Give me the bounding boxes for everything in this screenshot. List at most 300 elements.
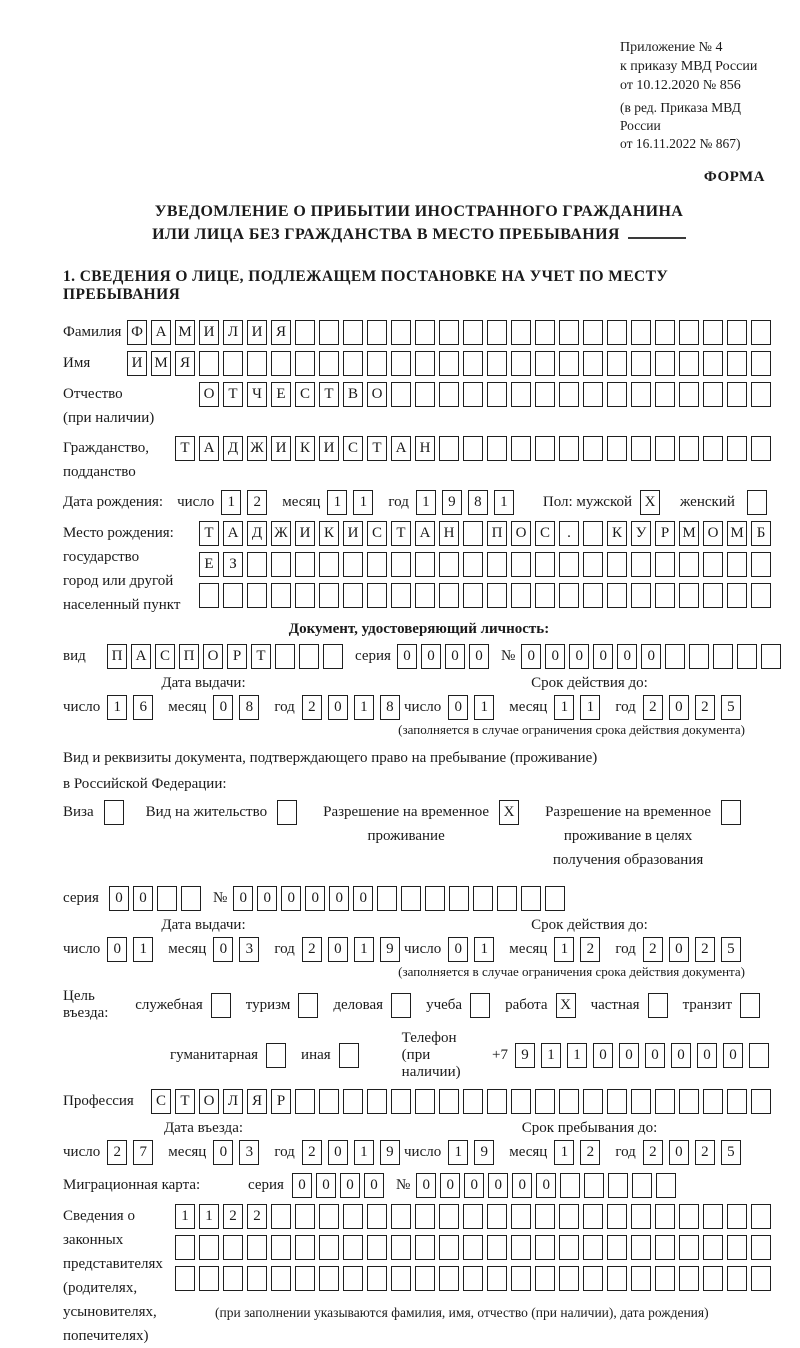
char-cell[interactable] xyxy=(343,1204,363,1229)
char-cell[interactable]: 2 xyxy=(247,490,267,515)
checkbox-cell[interactable]: X xyxy=(640,490,660,515)
char-cell[interactable]: И xyxy=(295,521,315,546)
char-cell[interactable] xyxy=(511,552,531,577)
char-cell[interactable] xyxy=(247,1235,267,1260)
char-cell[interactable] xyxy=(295,552,315,577)
char-cell[interactable]: Д xyxy=(223,436,243,461)
char-cell[interactable]: И xyxy=(271,436,291,461)
char-cell[interactable] xyxy=(727,1204,747,1229)
char-cell[interactable]: 1 xyxy=(580,695,600,720)
char-cell[interactable]: Я xyxy=(271,320,291,345)
char-cell[interactable] xyxy=(271,351,291,376)
char-cell[interactable]: Т xyxy=(367,436,387,461)
char-cell[interactable] xyxy=(343,552,363,577)
char-cell[interactable]: 1 xyxy=(448,1140,468,1165)
char-cell[interactable] xyxy=(584,1173,604,1198)
char-cell[interactable]: 0 xyxy=(641,644,661,669)
char-cell[interactable] xyxy=(377,886,397,911)
char-cell[interactable] xyxy=(247,552,267,577)
char-cell[interactable] xyxy=(487,382,507,407)
char-cell[interactable] xyxy=(751,1089,771,1114)
char-cell[interactable]: 1 xyxy=(554,937,574,962)
char-cell[interactable]: 0 xyxy=(469,644,489,669)
char-cell[interactable]: М xyxy=(151,351,171,376)
char-cell[interactable] xyxy=(319,351,339,376)
char-cell[interactable] xyxy=(679,351,699,376)
char-cell[interactable] xyxy=(199,1235,219,1260)
char-cell[interactable] xyxy=(199,583,219,608)
char-cell[interactable]: Ж xyxy=(271,521,291,546)
char-cell[interactable] xyxy=(247,583,267,608)
char-cell[interactable] xyxy=(449,886,469,911)
char-cell[interactable]: А xyxy=(199,436,219,461)
char-cell[interactable] xyxy=(319,1089,339,1114)
char-cell[interactable] xyxy=(727,1235,747,1260)
char-cell[interactable] xyxy=(703,436,723,461)
char-cell[interactable] xyxy=(583,351,603,376)
char-cell[interactable] xyxy=(535,1235,555,1260)
char-cell[interactable] xyxy=(631,1235,651,1260)
char-cell[interactable] xyxy=(727,320,747,345)
char-cell[interactable] xyxy=(439,552,459,577)
checkbox-cell[interactable] xyxy=(266,1043,286,1068)
char-cell[interactable] xyxy=(391,1266,411,1291)
char-cell[interactable]: 3 xyxy=(239,1140,259,1165)
char-cell[interactable] xyxy=(737,644,757,669)
char-cell[interactable]: 0 xyxy=(397,644,417,669)
char-cell[interactable]: З xyxy=(223,552,243,577)
char-cell[interactable] xyxy=(175,1266,195,1291)
char-cell[interactable]: М xyxy=(175,320,195,345)
char-cell[interactable]: 3 xyxy=(239,937,259,962)
char-cell[interactable] xyxy=(511,436,531,461)
char-cell[interactable] xyxy=(463,382,483,407)
char-cell[interactable]: Л xyxy=(223,320,243,345)
char-cell[interactable] xyxy=(751,1204,771,1229)
char-cell[interactable] xyxy=(391,320,411,345)
char-cell[interactable]: 0 xyxy=(448,695,468,720)
char-cell[interactable]: 8 xyxy=(380,695,400,720)
char-cell[interactable]: О xyxy=(703,521,723,546)
char-cell[interactable] xyxy=(559,1266,579,1291)
char-cell[interactable]: И xyxy=(127,351,147,376)
char-cell[interactable] xyxy=(583,382,603,407)
char-cell[interactable] xyxy=(415,1204,435,1229)
char-cell[interactable]: П xyxy=(107,644,127,669)
char-cell[interactable] xyxy=(463,552,483,577)
char-cell[interactable]: К xyxy=(607,521,627,546)
char-cell[interactable] xyxy=(463,436,483,461)
char-cell[interactable]: 1 xyxy=(494,490,514,515)
checkbox-cell[interactable]: X xyxy=(556,993,576,1018)
char-cell[interactable]: 0 xyxy=(488,1173,508,1198)
char-cell[interactable]: 0 xyxy=(723,1043,743,1068)
char-cell[interactable]: 1 xyxy=(199,1204,219,1229)
char-cell[interactable]: 1 xyxy=(474,937,494,962)
char-cell[interactable] xyxy=(703,1089,723,1114)
char-cell[interactable] xyxy=(271,1266,291,1291)
char-cell[interactable] xyxy=(247,351,267,376)
char-cell[interactable]: С xyxy=(535,521,555,546)
char-cell[interactable]: 2 xyxy=(695,937,715,962)
char-cell[interactable] xyxy=(367,583,387,608)
char-cell[interactable]: 0 xyxy=(329,886,349,911)
char-cell[interactable]: 0 xyxy=(364,1173,384,1198)
char-cell[interactable]: 0 xyxy=(109,886,129,911)
char-cell[interactable]: Р xyxy=(227,644,247,669)
char-cell[interactable] xyxy=(295,1089,315,1114)
char-cell[interactable] xyxy=(487,351,507,376)
char-cell[interactable] xyxy=(607,1235,627,1260)
char-cell[interactable]: 1 xyxy=(554,1140,574,1165)
char-cell[interactable] xyxy=(679,320,699,345)
char-cell[interactable] xyxy=(415,1089,435,1114)
char-cell[interactable] xyxy=(631,1266,651,1291)
char-cell[interactable] xyxy=(439,382,459,407)
char-cell[interactable]: Н xyxy=(415,436,435,461)
char-cell[interactable] xyxy=(559,1235,579,1260)
checkbox-cell[interactable] xyxy=(747,490,767,515)
char-cell[interactable] xyxy=(463,521,483,546)
char-cell[interactable] xyxy=(487,1089,507,1114)
checkbox-cell[interactable]: X xyxy=(499,800,519,825)
char-cell[interactable]: 0 xyxy=(536,1173,556,1198)
char-cell[interactable] xyxy=(751,382,771,407)
char-cell[interactable]: И xyxy=(247,320,267,345)
char-cell[interactable] xyxy=(463,1089,483,1114)
char-cell[interactable] xyxy=(223,1235,243,1260)
char-cell[interactable] xyxy=(391,1204,411,1229)
char-cell[interactable] xyxy=(607,1204,627,1229)
char-cell[interactable] xyxy=(391,1089,411,1114)
char-cell[interactable] xyxy=(497,886,517,911)
char-cell[interactable]: 2 xyxy=(302,1140,322,1165)
char-cell[interactable] xyxy=(415,351,435,376)
char-cell[interactable] xyxy=(607,351,627,376)
char-cell[interactable] xyxy=(323,644,343,669)
char-cell[interactable]: Т xyxy=(251,644,271,669)
char-cell[interactable] xyxy=(439,583,459,608)
char-cell[interactable] xyxy=(343,1235,363,1260)
char-cell[interactable] xyxy=(583,436,603,461)
char-cell[interactable] xyxy=(391,583,411,608)
char-cell[interactable] xyxy=(703,1235,723,1260)
char-cell[interactable] xyxy=(679,1235,699,1260)
char-cell[interactable]: И xyxy=(343,521,363,546)
char-cell[interactable] xyxy=(535,320,555,345)
char-cell[interactable] xyxy=(655,552,675,577)
char-cell[interactable] xyxy=(295,1235,315,1260)
char-cell[interactable]: 0 xyxy=(340,1173,360,1198)
char-cell[interactable] xyxy=(271,1235,291,1260)
char-cell[interactable] xyxy=(583,583,603,608)
char-cell[interactable] xyxy=(319,552,339,577)
char-cell[interactable] xyxy=(535,382,555,407)
char-cell[interactable] xyxy=(487,583,507,608)
char-cell[interactable]: О xyxy=(203,644,223,669)
char-cell[interactable] xyxy=(487,1266,507,1291)
char-cell[interactable]: 0 xyxy=(521,644,541,669)
char-cell[interactable] xyxy=(583,1235,603,1260)
char-cell[interactable] xyxy=(655,382,675,407)
char-cell[interactable] xyxy=(607,382,627,407)
char-cell[interactable]: Е xyxy=(271,382,291,407)
char-cell[interactable]: 0 xyxy=(281,886,301,911)
char-cell[interactable] xyxy=(473,886,493,911)
char-cell[interactable] xyxy=(559,552,579,577)
checkbox-cell[interactable] xyxy=(470,993,490,1018)
char-cell[interactable]: 0 xyxy=(445,644,465,669)
char-cell[interactable]: С xyxy=(151,1089,171,1114)
char-cell[interactable]: 0 xyxy=(669,1140,689,1165)
char-cell[interactable] xyxy=(439,351,459,376)
char-cell[interactable] xyxy=(319,1235,339,1260)
char-cell[interactable] xyxy=(425,886,445,911)
char-cell[interactable] xyxy=(511,320,531,345)
char-cell[interactable]: Т xyxy=(391,521,411,546)
char-cell[interactable]: 9 xyxy=(515,1043,535,1068)
char-cell[interactable]: 2 xyxy=(302,937,322,962)
char-cell[interactable] xyxy=(343,1266,363,1291)
char-cell[interactable] xyxy=(583,1204,603,1229)
char-cell[interactable] xyxy=(511,351,531,376)
char-cell[interactable] xyxy=(631,382,651,407)
char-cell[interactable]: А xyxy=(391,436,411,461)
char-cell[interactable] xyxy=(511,1204,531,1229)
char-cell[interactable]: Я xyxy=(175,351,195,376)
char-cell[interactable] xyxy=(751,583,771,608)
char-cell[interactable] xyxy=(271,583,291,608)
char-cell[interactable]: 8 xyxy=(468,490,488,515)
char-cell[interactable] xyxy=(559,320,579,345)
char-cell[interactable] xyxy=(223,583,243,608)
char-cell[interactable]: 5 xyxy=(721,695,741,720)
char-cell[interactable]: 0 xyxy=(593,1043,613,1068)
char-cell[interactable]: О xyxy=(199,382,219,407)
char-cell[interactable] xyxy=(391,351,411,376)
char-cell[interactable] xyxy=(367,1204,387,1229)
char-cell[interactable] xyxy=(319,583,339,608)
char-cell[interactable]: Л xyxy=(223,1089,243,1114)
char-cell[interactable]: 2 xyxy=(107,1140,127,1165)
char-cell[interactable] xyxy=(271,1204,291,1229)
char-cell[interactable]: 5 xyxy=(721,937,741,962)
char-cell[interactable] xyxy=(631,1204,651,1229)
char-cell[interactable]: 0 xyxy=(328,695,348,720)
char-cell[interactable] xyxy=(679,583,699,608)
char-cell[interactable] xyxy=(367,552,387,577)
char-cell[interactable] xyxy=(319,1204,339,1229)
char-cell[interactable]: 0 xyxy=(440,1173,460,1198)
char-cell[interactable] xyxy=(713,644,733,669)
char-cell[interactable] xyxy=(391,382,411,407)
char-cell[interactable] xyxy=(511,583,531,608)
char-cell[interactable]: 0 xyxy=(353,886,373,911)
char-cell[interactable] xyxy=(631,1089,651,1114)
char-cell[interactable] xyxy=(439,1089,459,1114)
char-cell[interactable]: 0 xyxy=(305,886,325,911)
char-cell[interactable] xyxy=(751,1235,771,1260)
char-cell[interactable]: 0 xyxy=(213,937,233,962)
char-cell[interactable] xyxy=(487,1235,507,1260)
char-cell[interactable] xyxy=(703,1266,723,1291)
char-cell[interactable] xyxy=(727,351,747,376)
char-cell[interactable]: 0 xyxy=(213,695,233,720)
char-cell[interactable] xyxy=(487,1204,507,1229)
char-cell[interactable] xyxy=(761,644,781,669)
char-cell[interactable] xyxy=(679,1266,699,1291)
char-cell[interactable]: 1 xyxy=(107,695,127,720)
char-cell[interactable]: 1 xyxy=(354,695,374,720)
char-cell[interactable]: В xyxy=(343,382,363,407)
char-cell[interactable] xyxy=(415,1235,435,1260)
char-cell[interactable] xyxy=(391,552,411,577)
char-cell[interactable] xyxy=(560,1173,580,1198)
char-cell[interactable]: А xyxy=(151,320,171,345)
char-cell[interactable] xyxy=(535,436,555,461)
char-cell[interactable]: 9 xyxy=(380,937,400,962)
char-cell[interactable] xyxy=(559,382,579,407)
char-cell[interactable] xyxy=(655,436,675,461)
char-cell[interactable] xyxy=(535,1089,555,1114)
char-cell[interactable]: 0 xyxy=(645,1043,665,1068)
char-cell[interactable] xyxy=(559,1204,579,1229)
char-cell[interactable]: 0 xyxy=(569,644,589,669)
char-cell[interactable]: 2 xyxy=(695,1140,715,1165)
char-cell[interactable] xyxy=(655,1266,675,1291)
char-cell[interactable] xyxy=(439,1266,459,1291)
char-cell[interactable]: 2 xyxy=(247,1204,267,1229)
char-cell[interactable]: 1 xyxy=(327,490,347,515)
char-cell[interactable] xyxy=(727,1266,747,1291)
checkbox-cell[interactable] xyxy=(211,993,231,1018)
checkbox-cell[interactable] xyxy=(391,993,411,1018)
char-cell[interactable] xyxy=(223,351,243,376)
char-cell[interactable] xyxy=(535,583,555,608)
char-cell[interactable] xyxy=(415,320,435,345)
char-cell[interactable] xyxy=(655,320,675,345)
char-cell[interactable] xyxy=(751,320,771,345)
char-cell[interactable]: 0 xyxy=(448,937,468,962)
char-cell[interactable]: У xyxy=(631,521,651,546)
char-cell[interactable]: И xyxy=(199,320,219,345)
char-cell[interactable] xyxy=(415,552,435,577)
char-cell[interactable] xyxy=(632,1173,652,1198)
char-cell[interactable]: А xyxy=(223,521,243,546)
char-cell[interactable]: 1 xyxy=(133,937,153,962)
char-cell[interactable] xyxy=(511,1089,531,1114)
char-cell[interactable]: 0 xyxy=(257,886,277,911)
checkbox-cell[interactable] xyxy=(339,1043,359,1068)
char-cell[interactable]: О xyxy=(511,521,531,546)
char-cell[interactable]: 2 xyxy=(643,937,663,962)
char-cell[interactable] xyxy=(247,1266,267,1291)
char-cell[interactable]: 2 xyxy=(643,1140,663,1165)
char-cell[interactable] xyxy=(295,351,315,376)
char-cell[interactable] xyxy=(679,1089,699,1114)
char-cell[interactable] xyxy=(439,436,459,461)
char-cell[interactable] xyxy=(295,1266,315,1291)
char-cell[interactable]: 0 xyxy=(133,886,153,911)
char-cell[interactable] xyxy=(295,583,315,608)
char-cell[interactable]: Б xyxy=(751,521,771,546)
char-cell[interactable] xyxy=(295,320,315,345)
char-cell[interactable] xyxy=(367,320,387,345)
char-cell[interactable]: 2 xyxy=(580,937,600,962)
char-cell[interactable]: 2 xyxy=(643,695,663,720)
char-cell[interactable]: Т xyxy=(319,382,339,407)
char-cell[interactable] xyxy=(463,1235,483,1260)
checkbox-cell[interactable] xyxy=(104,800,124,825)
char-cell[interactable] xyxy=(487,320,507,345)
char-cell[interactable]: 2 xyxy=(223,1204,243,1229)
char-cell[interactable] xyxy=(665,644,685,669)
char-cell[interactable] xyxy=(367,1235,387,1260)
char-cell[interactable] xyxy=(401,886,421,911)
char-cell[interactable]: 0 xyxy=(593,644,613,669)
char-cell[interactable] xyxy=(583,320,603,345)
char-cell[interactable] xyxy=(535,351,555,376)
char-cell[interactable] xyxy=(415,1266,435,1291)
char-cell[interactable] xyxy=(655,1204,675,1229)
char-cell[interactable] xyxy=(583,521,603,546)
char-cell[interactable] xyxy=(751,436,771,461)
char-cell[interactable] xyxy=(343,351,363,376)
char-cell[interactable]: 0 xyxy=(213,1140,233,1165)
char-cell[interactable]: 1 xyxy=(354,937,374,962)
char-cell[interactable] xyxy=(703,320,723,345)
char-cell[interactable]: К xyxy=(295,436,315,461)
char-cell[interactable] xyxy=(463,351,483,376)
char-cell[interactable] xyxy=(535,1266,555,1291)
checkbox-cell[interactable] xyxy=(298,993,318,1018)
char-cell[interactable]: 1 xyxy=(175,1204,195,1229)
char-cell[interactable] xyxy=(631,552,651,577)
char-cell[interactable]: С xyxy=(367,521,387,546)
char-cell[interactable] xyxy=(463,320,483,345)
char-cell[interactable]: 1 xyxy=(474,695,494,720)
char-cell[interactable] xyxy=(631,320,651,345)
char-cell[interactable] xyxy=(415,583,435,608)
char-cell[interactable] xyxy=(535,552,555,577)
char-cell[interactable] xyxy=(607,1089,627,1114)
checkbox-cell[interactable] xyxy=(648,993,668,1018)
char-cell[interactable] xyxy=(199,1266,219,1291)
char-cell[interactable] xyxy=(559,1089,579,1114)
char-cell[interactable]: 0 xyxy=(619,1043,639,1068)
char-cell[interactable] xyxy=(607,436,627,461)
char-cell[interactable]: О xyxy=(199,1089,219,1114)
char-cell[interactable]: Ч xyxy=(247,382,267,407)
char-cell[interactable] xyxy=(655,1089,675,1114)
char-cell[interactable] xyxy=(703,583,723,608)
char-cell[interactable]: 2 xyxy=(302,695,322,720)
char-cell[interactable] xyxy=(727,436,747,461)
char-cell[interactable] xyxy=(415,382,435,407)
char-cell[interactable] xyxy=(535,1204,555,1229)
char-cell[interactable] xyxy=(223,1266,243,1291)
char-cell[interactable]: 0 xyxy=(669,695,689,720)
char-cell[interactable] xyxy=(655,1235,675,1260)
char-cell[interactable]: Я xyxy=(247,1089,267,1114)
char-cell[interactable] xyxy=(511,1235,531,1260)
char-cell[interactable] xyxy=(559,351,579,376)
char-cell[interactable] xyxy=(679,436,699,461)
char-cell[interactable] xyxy=(343,583,363,608)
char-cell[interactable]: 1 xyxy=(221,490,241,515)
char-cell[interactable]: 7 xyxy=(133,1140,153,1165)
char-cell[interactable] xyxy=(607,583,627,608)
